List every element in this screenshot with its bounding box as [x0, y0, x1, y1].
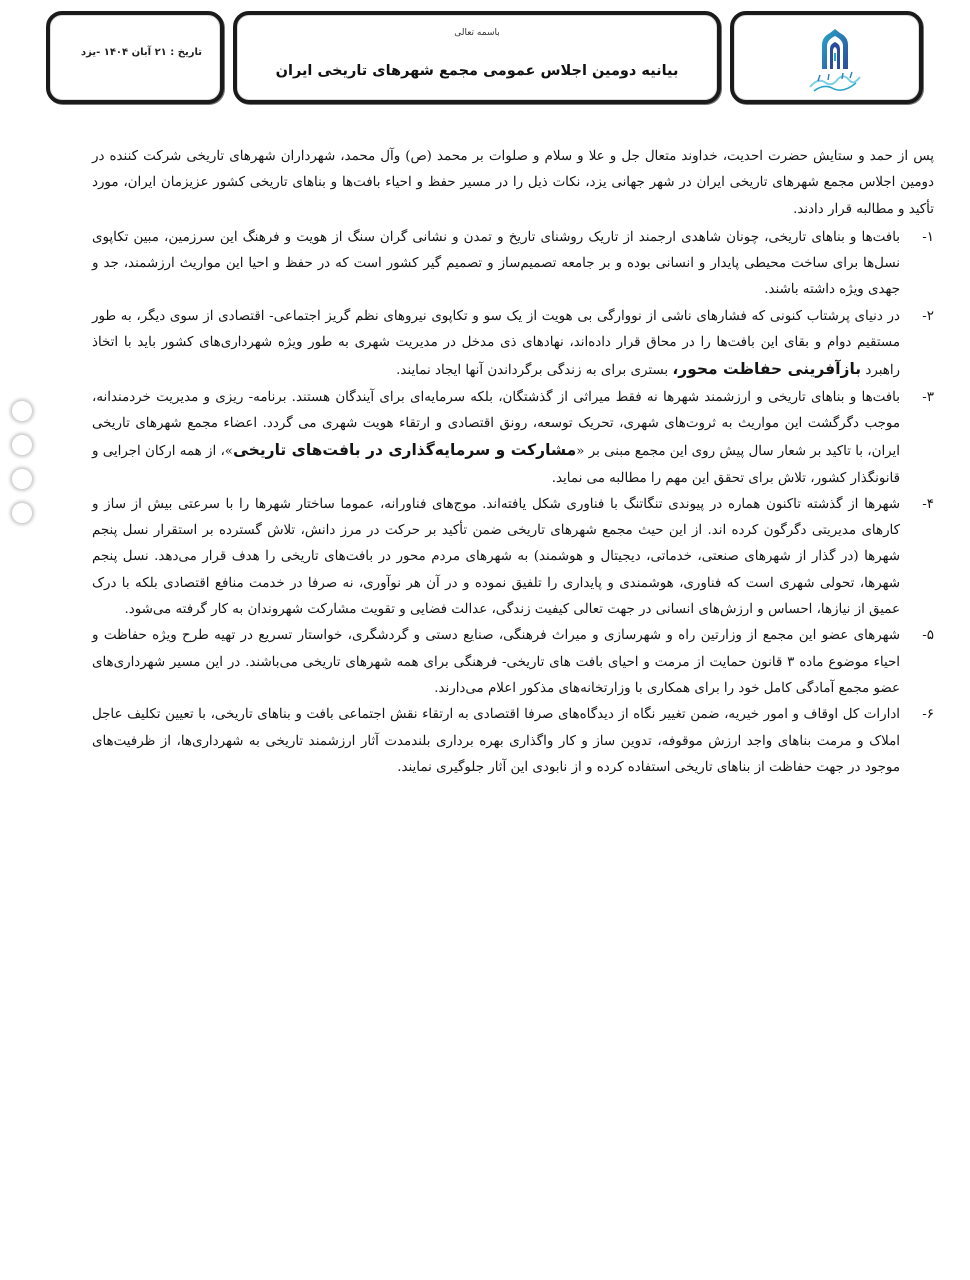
list-item — [92, 702, 934, 781]
list-item — [92, 492, 934, 623]
item-text-part: بستری برای به زندگی برگرداندن آنها ایجاد نمایند. — [396, 363, 669, 379]
date-box — [46, 11, 224, 104]
basmala: باسمه تعالی — [454, 28, 500, 38]
item-number: ۲- — [922, 308, 934, 324]
item-number: ۵- — [922, 628, 934, 644]
logo-icon — [804, 25, 866, 95]
emphasis-phrase: مشارکت و سرمایه‌گذاری در بافت‌های تاریخی — [233, 441, 577, 460]
item-number: ۳- — [922, 389, 934, 405]
item-text: بافت‌ها و بناهای تاریخی، چونان شاهدی ارجمند از تاریک روشنای تاریخ و تمدن و نشانی گران سنگ از هویت و فرهنگ این سرزمین، مبین تکاپوی نسل‌ها برای ساخت محیطی پایدار و انسانی بوده و بر جامعه تصمیم‌ساز و تصمیم گیر کشور است که در حفظ و احیا این مواریث ارزشمند، جد و جهدی ویژه داشته باشند. — [92, 229, 900, 298]
side-control-button[interactable] — [12, 469, 32, 489]
side-control-button[interactable] — [12, 435, 32, 455]
item-text: شهرهای عضو این مجمع از وزارتین راه و شهرسازی و میراث فرهنگی، صنایع دستی و گردشگری، خواستار تسریع در تهیه طرح ویژه حفاظت و احیاء موضوع ماده ۳ قانون حمایت از مرمت و احیای بافت های تاریخی- فرهنگی برای همه شهرهای تاریخی می‌باشند. در این مسیر شهرداری‌های عضو مجمع آمادگی کامل خود را برای همکاری با وزارتخانه‌های مذکور اعلام می‌دارند. — [92, 628, 900, 696]
item-number: ۴- — [922, 496, 934, 512]
page-title: بیانیه دومین اجلاس عمومی مجمع شهرهای تاریخی ایران — [275, 63, 679, 79]
list-item — [92, 304, 934, 385]
emphasis-phrase: بازآفرینی حفاظت محور، — [672, 360, 862, 379]
item-text: ادارات کل اوقاف و امور خیریه، ضمن تغییر نگاه از دیدگاه‌های صرفا اقتصادی به ارتقاء نقش اجتماعی بافت و بناهای تاریخی، با تعیین تکلیف عاجل املاک و مرمت بناهای واجد ارزش موقوفه، تدوین ساز و کار واگذاری بهره برداری بلندمدت آثار ارزشمند تاریخی به شهرداری‌ها، از ظرفیت‌های موجود در جهت حفاظت از بناهای تاریخی استفاده کرده و از نابودی این آثار جلوگیری نمایند. — [92, 707, 900, 775]
item-text-part: »، از همه ارکان اجرایی و قانونگذار کشور، تلاش برای تحقق این مهم را مطالبه می نماید. — [92, 444, 900, 486]
date-line: تاریخ : ۲۱ آبان ۱۴۰۴ -یزد — [80, 47, 202, 58]
item-text: شهرها از گذشته تاکنون هماره در پیوندی تنگاتنگ با فناوری شکل یافته‌اند. موج‌های فناورانه، عموما ساختار شهرها را با سرعتی بیش از ساز و کارهای مدیریتی دگرگون کرده اند. از این حیث مجمع شهرهای تاریخی ضمن تأکید بر حرکت در مرز دانش، تلاش گسترده بر استقرار نسل پنجم شهرها (در گذار از شهرهای صنعتی، خدماتی، دیجیتال و هوشمند) به شهرهای مردم محور در بافت‌های تاریخی را هدف قرار می‌دهد. نسل پنجم شهرها، تحولی شهری است که فناوری، هوشمندی و پایداری را تلفیق نموده و در آن هر نوآوری، نه صرفا در خدمت منافع اقتصادی بلکه با درک عمیق از نیازها، احساس و ارزش‌های انسانی در جهت تعالی کیفیت زندگی، عدالت فضایی و تقویت مشارکت شهروندان به کار گرفته می‌شود. — [92, 496, 900, 618]
side-control-button[interactable] — [12, 401, 32, 421]
list-item — [92, 225, 934, 304]
list-item — [92, 385, 934, 492]
item-text — [92, 385, 900, 492]
item-text — [92, 304, 900, 385]
title-box — [233, 11, 721, 104]
statement-body — [92, 144, 934, 781]
logo — [804, 25, 866, 95]
item-number: ۶- — [922, 707, 934, 723]
item-number: ۱- — [922, 229, 934, 245]
side-control-button[interactable] — [12, 503, 32, 523]
intro-paragraph: پس از حمد و ستایش حضرت احدیت، خداوند متعال جل و علا و سلام و صلوات بر محمد (ص) وآل محمد، شهرداران شهرهای تاریخی شرکت کننده در دومین اجلاس مجمع شهرهای تاریخی ایران در شهر جهانی یزد، نکات ذیل را در مسیر حفظ و احیاء بافت‌ها و بناهای تاریخی کشور عزیزمان ایران، مورد تأکید و مطالبه قرار دادند. — [92, 149, 934, 217]
item-text-part: در دنیای پرشتاب کنونی که فشارهای ناشی از نووارگی بی هویت از یک سو و تکاپوی نیروهای نظم گریز اجتماعی- اقتصادی از سوی دیگر، به طور مستقیم دوام و بقای این بافت‌ها را در محاق قرار داده‌اند، نهادهای ذی مدخل در مدیریت شهری به طور ویژه شهرداری‌های کشور باید با اتخاذ راهبرد — [92, 308, 900, 379]
logo-box — [730, 11, 923, 104]
side-controls — [10, 401, 36, 537]
list-item — [92, 623, 934, 702]
item-text-part: بافت‌ها و بناهای تاریخی و ارزشمند شهرها نه فقط میراثی از گذشتگان، بلکه سرمایه‌ای برای آیندگان هستند. برنامه- ریزی و مدیریت خردمندانه، موجب دگرگشت این مواریث به ثروت‌های شهری، تحریک توسعه، رونق اقتصادی و ارتقاء هویت شهری می گردد. اعضاء مجمع شهرهای تاریخی ایران، با تاکید بر شعار سال پیش روی این مجمع مبنی بر « — [92, 389, 900, 460]
